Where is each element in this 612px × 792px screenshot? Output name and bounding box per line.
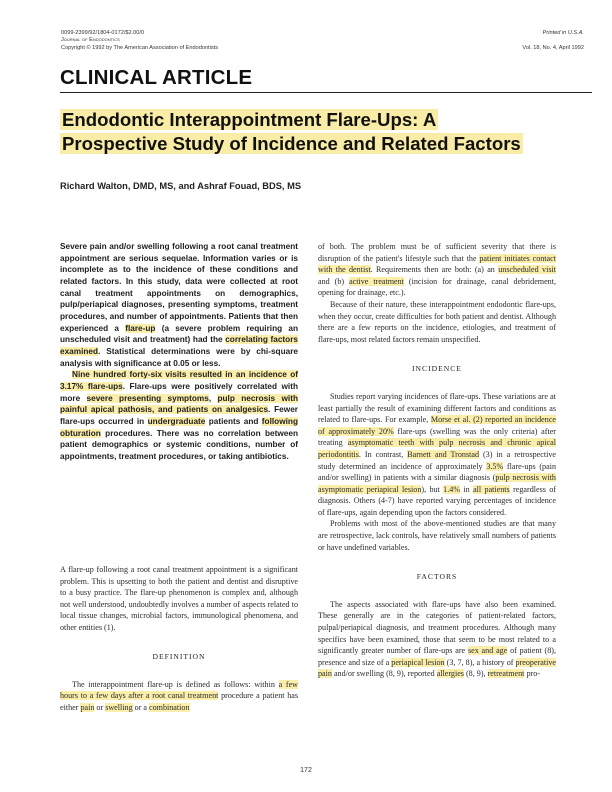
abstract (60, 241, 298, 462)
abstract-paragraph: Nine hundred forty-six visits resulted in an incidence of 3.17% flare-ups. Flare-ups were positively correlated with more severe presenting symptoms, pulp necrosis with painful apical pathosis, and patients on analgesics. Fewer flare-ups occurred in undergraduate patients and following obturation procedures. There was no correlation between patient demographics or systemic conditions, number of appointments, treatment procedures, or taking antibiotics. (60, 370, 298, 461)
right-column-body (318, 241, 556, 680)
section-label: CLINICAL ARTICLE (60, 66, 253, 89)
volume-info: Vol. 18, No. 4, April 1992 (522, 44, 584, 51)
page-number: 172 (300, 767, 312, 774)
printed-in: Printed in U.S.A. (542, 30, 584, 36)
article-title (60, 108, 590, 156)
intro-paragraph: A flare-up following a root canal treatment appointment is a significant problem. This is upsetting to both the patient and dentist and disruptive to a busy practice. The flare-up phenomenon is complex and, although not well understood, undoubtedly involves a number of aspects related to local tissue changes, microbial factors, immunological phenomena, and other entities (1). (60, 565, 298, 632)
left-column-body (60, 564, 298, 713)
abstract-paragraph: Severe pain and/or swelling following a root canal treatment appointment are serious sequelae. Information varies or is incomplete as to the incidence of these conditions and related factors. In this study, data were collected at root canal treatment appointments on demographics, pulp/periapical diagnoses, presenting symptoms, treatment procedures, and number of appointments. Patients that then experienced a flare-up (a severe problem requiring an unscheduled visit and treatment) had the correlating factors examined. Statistical determinations were by chi-square analysis with significance at 0.05 or less. (60, 242, 299, 368)
issue-header (522, 30, 584, 52)
factors-paragraph: The aspects associated with flare-ups have also been examined. These generally are in the categories of patient-related factors, pulpal/periapical diagnosis, and treatment procedures. Although many specifics have been examined, those that seem to be most related to a significantly greater number of flare-ups are sex and age of patient (8), presence and size of a periapical lesion (3, 7, 8), a history of preoperative pain and/or swelling (8, 9), reported allergies (8, 9), retreatment pro- (318, 599, 556, 679)
definition-paragraph: The interappointment flare-up is defined as follows: within a few hours to a few days after a root canal treatment procedure a patient has either pain or swelling or a combination (60, 679, 299, 712)
problems-paragraph: Problems with most of the above-mentioned studies are that many are retrospective, lack controls, have relatively small numbers of patients or have undefined variables. (318, 519, 556, 552)
incidence-heading: INCIDENCE (412, 364, 462, 374)
factors-heading: FACTORS (416, 572, 458, 582)
nature-paragraph: Because of their nature, these interappointment endodontic flare-ups, when they occur, create difficulties for both patient and dentist. Although there are a few reports on the incidence, etiologies, and treatment of flare-ups, most related factors remain unspecified. (318, 299, 556, 344)
journal-header (61, 30, 218, 52)
definition-continued: of both. The problem must be of sufficient severity that there is disruption of the patient's lifestyle such that the patient initiates contact with the dentist. Requirements then are both: (a) an unscheduled visit and (b) active treatment (incision for drainage, canal debridement, opening for drainage, etc.). (318, 242, 556, 298)
title-line-2: Prospective Study of Incidence and Related Factors (62, 133, 521, 154)
copyright: Copyright © 1992 by The American Association of Endodontists (61, 44, 219, 51)
header-rule (60, 92, 592, 93)
incidence-paragraph: Studies report varying incidences of flare-ups. These variations are at least partially the result of examining different factors and conditions as related to flare-ups. For example, Morse et al. (2) reported an incidence of approximately 20% flare-ups (swelling was the only criteria) after treating asymptomatic teeth with pulp necrosis and chronic apical periodontitis. In contrast, Barnett and Tronstad (3) in a retrospective study determined an incidence of approximately 3.5% flare-ups (pain and/or swelling) in patients with a similar diagnosis (pulp necrosis with asymptomatic periapical lesion), but 1.4% in all patients regardless of diagnosis. Others (4-7) have reported varying percentages of incidence of flare-ups, again depending upon the factors considered. (318, 391, 557, 517)
journal-name: Journal of Endodontics (61, 37, 120, 44)
authors: Richard Walton, DMD, MS, and Ashraf Fouad, BDS, MS (60, 181, 302, 191)
title-line-1: Endodontic Interappointment Flare-Ups: A (62, 109, 437, 130)
issn: 0099-2399/92/1804-0172/$2.00/0 (61, 30, 145, 36)
definition-heading: DEFINITION (152, 652, 206, 662)
